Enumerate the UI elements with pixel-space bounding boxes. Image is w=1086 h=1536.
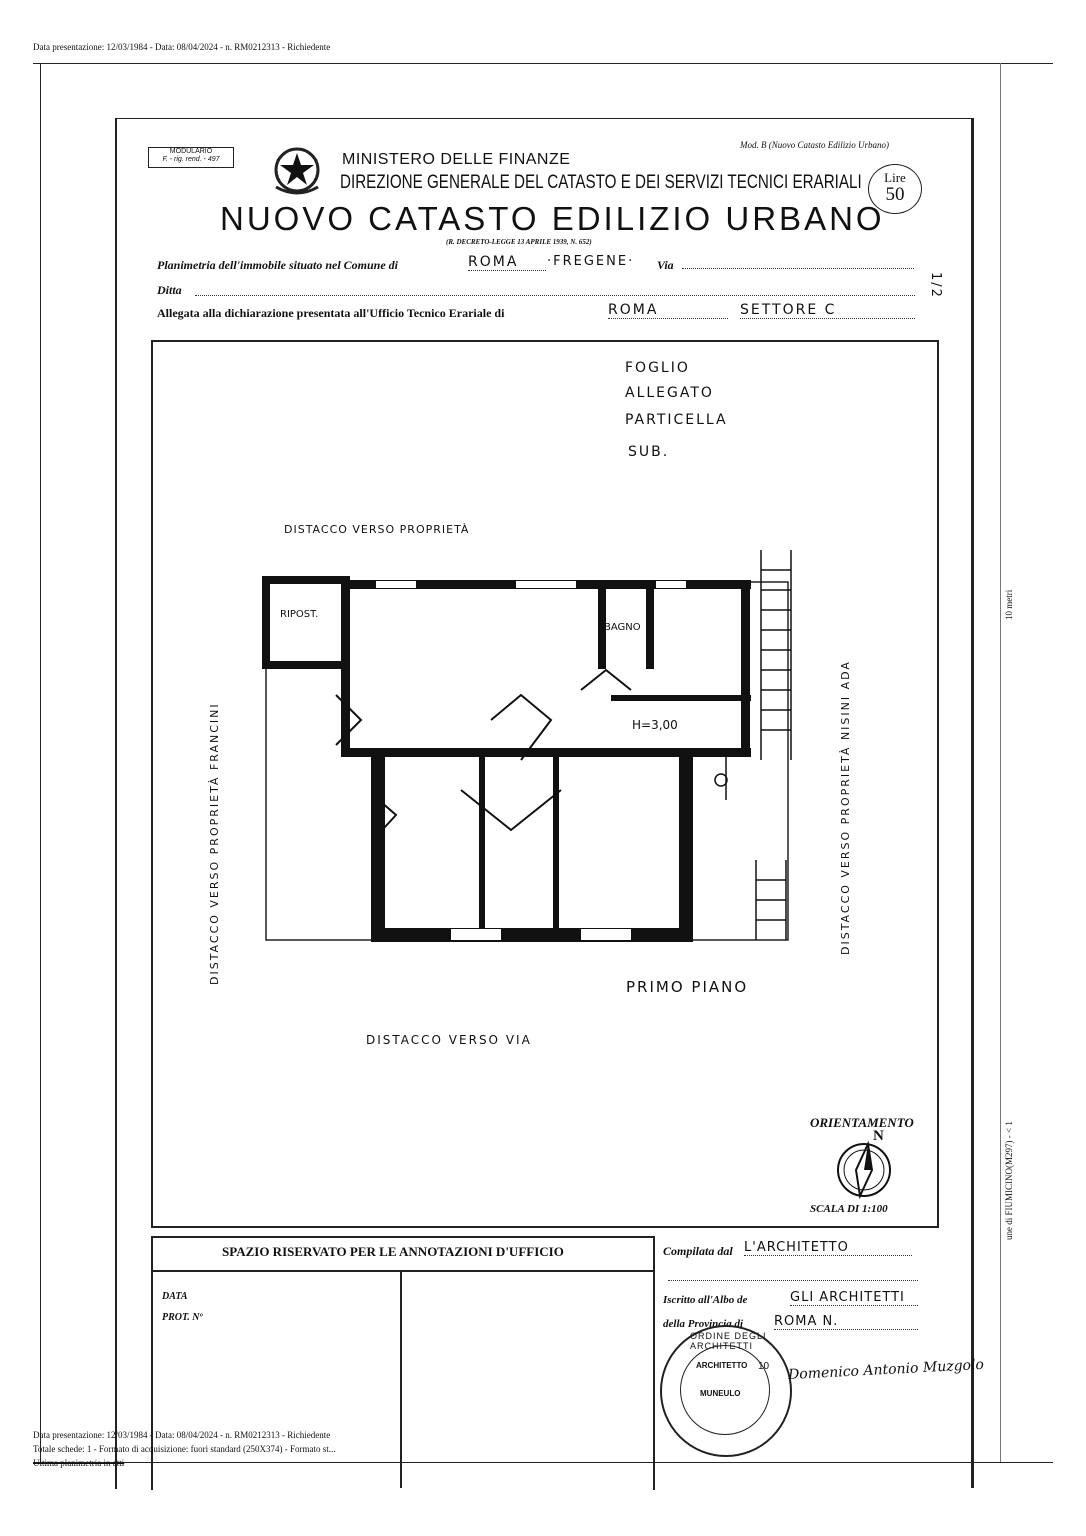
comune-value: ROMA bbox=[468, 254, 546, 271]
via-field-line bbox=[682, 268, 914, 269]
distacco-right-label: DISTACCO VERSO PROPRIETÀ NISINI ADA bbox=[839, 660, 852, 955]
right-margin-bottom: une di FIUMICINO(M297) - < 1 bbox=[1004, 1121, 1014, 1240]
ufficio-value: ROMA bbox=[608, 302, 728, 319]
distacco-left-label: DISTACCO VERSO PROPRIETÀ FRANCINI bbox=[208, 702, 221, 985]
compilata-line2 bbox=[668, 1280, 918, 1281]
stamp-inner-title: ARCHITETTO bbox=[696, 1361, 748, 1370]
planimetria-label: Planimetria dell'immobile situato nel Comune di bbox=[157, 258, 399, 272]
sub-label: SUB. bbox=[628, 444, 670, 460]
office-title-rule bbox=[151, 1270, 653, 1272]
modulario-box bbox=[148, 147, 234, 168]
footer-line3: Ultima planimetria in atti bbox=[33, 1458, 125, 1468]
outer-left-rule bbox=[40, 63, 41, 1463]
frazione-value: ·FREGENE· bbox=[547, 254, 635, 269]
lire-value: 50 bbox=[885, 184, 905, 205]
decree-note: (R. DECRETO-LEGGE 13 APRILE 1939, N. 652) bbox=[446, 238, 592, 246]
ditta-label: Ditta bbox=[157, 283, 182, 297]
office-title: SPAZIO RISERVATO PER LE ANNOTAZIONI D'UFFICIO bbox=[222, 1244, 564, 1259]
ministry-name: MINISTERO DELLE FINANZE bbox=[342, 151, 571, 168]
footer-line2: Totale schede: 1 - Formato di acquisizione: fuori standard (250X374) - Formato st... bbox=[33, 1444, 336, 1454]
provincia-value: ROMA N. bbox=[774, 1314, 918, 1330]
lire-label: Lire bbox=[884, 170, 906, 185]
distacco-top-label: DISTACCO VERSO PROPRIETÀ bbox=[284, 523, 470, 536]
compilata-value: L'ARCHITETTO bbox=[744, 1240, 912, 1256]
ripost-label: RIPOST. bbox=[280, 609, 319, 620]
main-title: NUOVO CATASTO EDILIZIO URBANO bbox=[220, 200, 885, 237]
distacco-via-label: DISTACCO VERSO VIA bbox=[366, 1033, 532, 1047]
header-presentation: Data presentazione: 12/03/1984 - Data: 08/04/2024 - n. RM0212313 - Richiedente bbox=[33, 42, 331, 52]
prot-label: PROT. Nº bbox=[162, 1312, 203, 1323]
architect-signature: Domenico Antonio Muzgolo bbox=[787, 1356, 985, 1384]
mod-b-label: Mod. B (Nuovo Catasto Edilizio Urbano) bbox=[740, 140, 889, 150]
side-fraction: 1/2 bbox=[928, 272, 943, 299]
compilata-label: Compilata dal bbox=[663, 1244, 733, 1258]
outer-right-rule bbox=[1000, 63, 1001, 1463]
orientamento-label: ORIENTAMENTO bbox=[810, 1115, 914, 1130]
particella-label: PARTICELLA bbox=[625, 412, 728, 428]
footer-line1: Data presentazione: 12/03/1984 - Data: 08/04/2024 - n. RM0212313 - Richiedente bbox=[33, 1430, 331, 1440]
stamp-ring-text: ORDINE DEGLI ARCHITETTI bbox=[690, 1331, 767, 1351]
scala-label: SCALA DI 1:100 bbox=[810, 1203, 888, 1215]
office-divider bbox=[400, 1272, 402, 1488]
modulario-line2: F. - rig. rend. - 497 bbox=[162, 156, 220, 163]
floor-name: PRIMO PIANO bbox=[626, 978, 749, 996]
modulario-line1: MODULARIO bbox=[169, 148, 213, 155]
north-label: N bbox=[873, 1128, 884, 1144]
provincia-label: della Provincia di bbox=[663, 1318, 744, 1330]
foglio-label: FOGLIO bbox=[625, 360, 690, 376]
architect-stamp bbox=[660, 1325, 792, 1457]
allegata-label: Allegata alla dichiarazione presentata all'Ufficio Tecnico Erariale di bbox=[157, 306, 505, 320]
italian-emblem-icon bbox=[268, 143, 326, 201]
allegato-label: ALLEGATO bbox=[625, 385, 714, 401]
bagno-label: BAGNO bbox=[604, 622, 641, 633]
settore-value: SETTORE C bbox=[740, 302, 915, 319]
data-label: DATA bbox=[162, 1291, 188, 1302]
direzione-title: DIREZIONE GENERALE DEL CATASTO E DEI SERVIZI TECNICI ERARIALI bbox=[340, 172, 862, 193]
compass-icon bbox=[834, 1140, 894, 1200]
iscritto-label: Iscritto all'Albo de bbox=[663, 1294, 748, 1306]
via-label: Via bbox=[657, 258, 674, 272]
right-margin-top: 10 metri bbox=[1004, 589, 1014, 620]
ditta-field-line bbox=[195, 295, 915, 296]
floor-plan-drawing bbox=[151, 340, 935, 1224]
iscritto-value: GLI ARCHITETTI bbox=[790, 1290, 918, 1306]
outer-top-rule bbox=[33, 63, 1053, 64]
stamp-name: MUNEULO bbox=[700, 1389, 741, 1398]
height-label: H=3,00 bbox=[632, 718, 678, 732]
stamp-number: 10 bbox=[758, 1361, 770, 1372]
